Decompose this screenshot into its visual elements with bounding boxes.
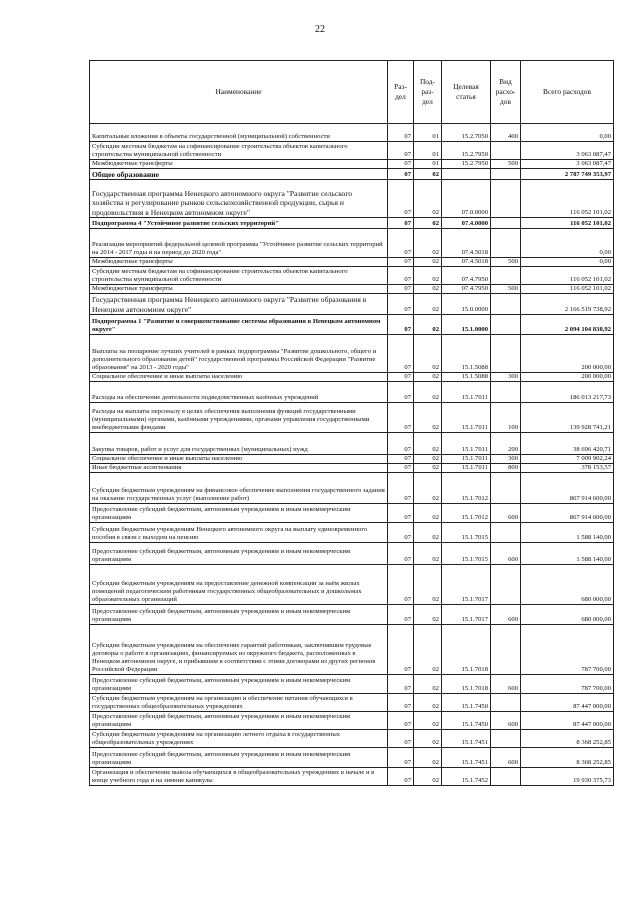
cell-kind (491, 768, 521, 786)
cell-kind: 100 (491, 403, 521, 433)
cell-amount: 2 094 104 838,92 (521, 315, 614, 335)
cell-name: Предоставление субсидий бюджетным, автономным учреждениям и иным некоммерческим организациям (90, 748, 388, 768)
header-row (90, 61, 614, 124)
cell-target: 07.4.0000 (442, 218, 491, 229)
cell-subsection: 02 (414, 294, 442, 315)
cell-section: 07 (388, 730, 414, 748)
cell-amount: 186 013 217,73 (521, 382, 614, 403)
cell-amount: 867 914 600,00 (521, 504, 614, 523)
cell-section: 07 (388, 455, 414, 464)
cell-kind: 600 (491, 675, 521, 694)
cell-subsection: 02 (414, 768, 442, 786)
cell-section: 07 (388, 142, 414, 160)
cell-subsection: 02 (414, 382, 442, 403)
cell-section: 07 (388, 712, 414, 730)
cell-target: 15.0.0000 (442, 294, 491, 315)
cell-target: 15.1.7011 (442, 433, 491, 455)
table-row (90, 473, 614, 504)
table-row (90, 160, 614, 169)
cell-target: 15.1.7011 (442, 382, 491, 403)
cell-amount: 8 368 252,85 (521, 730, 614, 748)
cell-kind (491, 294, 521, 315)
cell-amount: 0,00 (521, 124, 614, 142)
cell-target: 15.1.0000 (442, 315, 491, 335)
cell-subsection: 02 (414, 464, 442, 473)
cell-name: Подпрограмма 4 "Устойчивое развитие сельских территорий" (90, 218, 388, 229)
cell-name: Предоставление субсидий бюджетным, автономным учреждениям и иным некоммерческим организациям (90, 504, 388, 523)
cell-kind (491, 267, 521, 285)
cell-amount: 139 928 741,21 (521, 403, 614, 433)
cell-section: 07 (388, 433, 414, 455)
cell-subsection: 02 (414, 433, 442, 455)
cell-kind (491, 694, 521, 712)
table-row (90, 218, 614, 229)
cell-target (442, 169, 491, 180)
header-kind (491, 61, 521, 124)
cell-target: 07.4.5018 (442, 229, 491, 258)
cell-subsection: 02 (414, 258, 442, 267)
cell-section: 07 (388, 267, 414, 285)
cell-subsection: 02 (414, 473, 442, 504)
cell-target: 07.4.7950 (442, 285, 491, 294)
cell-amount: 200 000,00 (521, 335, 614, 373)
header-section-text: Раз- дел (394, 82, 407, 101)
cell-target: 15.1.7012 (442, 504, 491, 523)
cell-name: Иные бюджетные ассигнования (90, 464, 388, 473)
cell-name: Предоставление субсидий бюджетным, автономным учреждениям и иным некоммерческим организациям (90, 712, 388, 730)
cell-subsection: 01 (414, 142, 442, 160)
cell-subsection: 02 (414, 315, 442, 335)
cell-target: 15.1.7450 (442, 712, 491, 730)
cell-target: 15.1.7015 (442, 543, 491, 565)
table-row (90, 605, 614, 625)
cell-target: 15.1.7017 (442, 605, 491, 625)
cell-name: Предоставление субсидий бюджетным, автономным учреждениям и иным некоммерческим организациям (90, 605, 388, 625)
cell-section: 07 (388, 160, 414, 169)
cell-section: 07 (388, 473, 414, 504)
cell-section: 07 (388, 335, 414, 373)
cell-amount: 7 009 902,24 (521, 455, 614, 464)
table-row (90, 382, 614, 403)
header-section (388, 61, 414, 124)
table-row (90, 142, 614, 160)
cell-kind: 400 (491, 124, 521, 142)
cell-subsection: 02 (414, 218, 442, 229)
page-number: 22 (315, 24, 325, 35)
cell-kind: 300 (491, 373, 521, 382)
cell-subsection: 02 (414, 625, 442, 675)
cell-section: 07 (388, 382, 414, 403)
table-row (90, 335, 614, 373)
cell-kind: 800 (491, 464, 521, 473)
cell-amount: 680 000,00 (521, 605, 614, 625)
cell-kind: 200 (491, 433, 521, 455)
cell-target: 07.4.5018 (442, 258, 491, 267)
cell-section: 07 (388, 258, 414, 267)
cell-kind (491, 218, 521, 229)
cell-subsection: 02 (414, 180, 442, 218)
cell-subsection: 02 (414, 504, 442, 523)
cell-amount: 87 447 000,00 (521, 712, 614, 730)
cell-subsection: 02 (414, 748, 442, 768)
header-name: Наименование (90, 61, 388, 124)
cell-kind (491, 523, 521, 543)
cell-amount: 680 000,00 (521, 565, 614, 605)
cell-section: 07 (388, 124, 414, 142)
cell-amount: 200 000,00 (521, 373, 614, 382)
cell-section: 07 (388, 373, 414, 382)
cell-name: Межбюджетные трансферты (90, 160, 388, 169)
cell-target: 15.1.7450 (442, 694, 491, 712)
table-row (90, 523, 614, 543)
cell-amount: 378 153,57 (521, 464, 614, 473)
cell-section: 07 (388, 748, 414, 768)
cell-name: Субсидии бюджетным учреждениям на предоставление денежной компенсации за наём жилых помещений педагогическим работникам государственных общеобразовательных и дошкольных образовательных организаций (90, 565, 388, 605)
cell-section: 07 (388, 218, 414, 229)
cell-amount: 3 063 087,47 (521, 160, 614, 169)
table-row (90, 625, 614, 675)
cell-target: 15.1.5088 (442, 335, 491, 373)
cell-target: 15.1.7018 (442, 675, 491, 694)
cell-name: Расходы на выплаты персоналу в целях обеспечения выполнения функций государственными (муниципальными) органами, казёнными учреждениями, органами управления государственными внебюджетными фондами (90, 403, 388, 433)
cell-name: Межбюджетные трансферты (90, 258, 388, 267)
cell-kind: 300 (491, 455, 521, 464)
cell-kind (491, 180, 521, 218)
cell-target: 15.1.7017 (442, 565, 491, 605)
cell-name: Капитальные вложения в объекты государственной (муниципальной) собственности (90, 124, 388, 142)
cell-name: Социальное обеспечение и иные выплаты населению (90, 373, 388, 382)
cell-subsection: 02 (414, 169, 442, 180)
cell-section: 07 (388, 315, 414, 335)
table-row (90, 694, 614, 712)
header-subsection-text: Под- раз- дел (419, 77, 436, 106)
cell-kind (491, 229, 521, 258)
cell-amount: 787 700,00 (521, 675, 614, 694)
cell-section: 07 (388, 565, 414, 605)
table-row (90, 169, 614, 180)
budget-table (89, 60, 614, 786)
cell-section: 07 (388, 294, 414, 315)
cell-subsection: 02 (414, 455, 442, 464)
cell-section: 07 (388, 675, 414, 694)
cell-name: Государственная программа Ненецкого автономного округа "Развитие образования в Ненецком автономном округе" (90, 294, 388, 315)
table-row (90, 229, 614, 258)
cell-name: Социальное обеспечение и иные выплаты населению (90, 455, 388, 464)
cell-section: 07 (388, 464, 414, 473)
table-row (90, 373, 614, 382)
cell-amount: 116 052 101,02 (521, 267, 614, 285)
cell-subsection: 02 (414, 675, 442, 694)
table-body (90, 124, 614, 786)
cell-name: Общее образование (90, 169, 388, 180)
cell-kind (491, 169, 521, 180)
cell-kind: 500 (491, 160, 521, 169)
cell-section: 07 (388, 403, 414, 433)
cell-kind: 600 (491, 504, 521, 523)
header-target-text: Целевая статья (453, 82, 479, 101)
cell-amount: 1 588 140,00 (521, 543, 614, 565)
table-row (90, 315, 614, 335)
cell-name: Субсидии бюджетным учреждениям на обеспечение гарантий работникам, заключившим трудовые договоры о работе в организациях, финансируемых из окружного бюджета, расположенных в Ненецком автономном округе, и прибывшим в соответствии с этими договорами из других регионов Российской Федерации (90, 625, 388, 675)
cell-name: Субсидии бюджетным учреждениям на организацию летнего отдыха в государственных общеобразовательных учреждениях (90, 730, 388, 748)
cell-section: 07 (388, 180, 414, 218)
cell-name: Подпрограмма 1 "Развитие и совершенствование системы образования в Ненецком автономном округе" (90, 315, 388, 335)
cell-name: Государственная программа Ненецкого автономного округа "Развитие сельского хозяйства и регулирование рынков сельскохозяйственной продукции, сырья и продовольствия в Ненецком автономном округе" (90, 180, 388, 218)
table-row (90, 180, 614, 218)
table-row (90, 403, 614, 433)
cell-target: 15.2.7950 (442, 160, 491, 169)
cell-name: Субсидии бюджетным учреждениям на организацию и обеспечение питания обучающихся в государственных общеобразовательных учреждениях (90, 694, 388, 712)
cell-subsection: 02 (414, 712, 442, 730)
table-row (90, 675, 614, 694)
cell-kind (491, 382, 521, 403)
cell-kind (491, 473, 521, 504)
cell-subsection: 01 (414, 160, 442, 169)
cell-amount: 2 166 519 738,92 (521, 294, 614, 315)
cell-kind: 600 (491, 748, 521, 768)
cell-amount: 8 368 252,85 (521, 748, 614, 768)
table-row (90, 294, 614, 315)
cell-subsection: 02 (414, 543, 442, 565)
cell-target: 15.1.7018 (442, 625, 491, 675)
cell-amount: 0,00 (521, 258, 614, 267)
cell-section: 07 (388, 768, 414, 786)
cell-target: 07.0.0000 (442, 180, 491, 218)
cell-name: Предоставление субсидий бюджетным, автономным учреждениям и иным некоммерческим организациям (90, 543, 388, 565)
cell-section: 07 (388, 504, 414, 523)
cell-kind (491, 625, 521, 675)
cell-section: 07 (388, 605, 414, 625)
cell-name: Субсидии местным бюджетам на софинансирование строительства объектов капитального строительства муниципальной собственности (90, 267, 388, 285)
table-row (90, 464, 614, 473)
cell-kind (491, 565, 521, 605)
cell-amount: 0,00 (521, 229, 614, 258)
cell-section: 07 (388, 694, 414, 712)
table-row (90, 258, 614, 267)
table-row (90, 748, 614, 768)
table-row (90, 565, 614, 605)
cell-kind: 600 (491, 712, 521, 730)
cell-amount: 787 700,00 (521, 625, 614, 675)
cell-target: 15.1.7451 (442, 748, 491, 768)
header-kind-text: Вид расхо- дов (495, 77, 516, 106)
cell-kind (491, 335, 521, 373)
cell-amount: 1 588 140,00 (521, 523, 614, 543)
cell-kind (491, 142, 521, 160)
table-row (90, 267, 614, 285)
cell-section: 07 (388, 169, 414, 180)
cell-amount: 19 930 375,73 (521, 768, 614, 786)
table-row (90, 455, 614, 464)
cell-target: 15.1.7012 (442, 473, 491, 504)
cell-name: Выплаты на поощрение лучших учителей в рамках подпрограммы "Развитие дошкольного, общего и дополнительного образования детей" государственной программы Российской Федерации "Развитие образования" на 2013 - 2020 годы" (90, 335, 388, 373)
cell-kind (491, 730, 521, 748)
cell-target: 15.1.7015 (442, 523, 491, 543)
cell-name: Субсидии бюджетным учреждениям на финансовое обеспечение выполнения государственного задания на оказание государственных услуг (выполнение работ) (90, 473, 388, 504)
cell-target: 15.1.7011 (442, 455, 491, 464)
cell-subsection: 02 (414, 523, 442, 543)
cell-name: Субсидии местным бюджетам на софинансирование строительства объектов капитального строительства муниципальной собственности (90, 142, 388, 160)
table-row (90, 730, 614, 748)
table-row (90, 768, 614, 786)
cell-subsection: 02 (414, 285, 442, 294)
cell-kind: 500 (491, 285, 521, 294)
header-target (442, 61, 491, 124)
cell-name: Межбюджетные трансферты (90, 285, 388, 294)
cell-target: 15.2.7050 (442, 124, 491, 142)
cell-target: 15.2.7950 (442, 142, 491, 160)
cell-section: 07 (388, 625, 414, 675)
table-row (90, 285, 614, 294)
cell-subsection: 02 (414, 565, 442, 605)
cell-subsection: 01 (414, 124, 442, 142)
cell-amount: 38 696 420,71 (521, 433, 614, 455)
cell-subsection: 02 (414, 373, 442, 382)
cell-subsection: 02 (414, 267, 442, 285)
cell-subsection: 02 (414, 229, 442, 258)
cell-section: 07 (388, 285, 414, 294)
cell-section: 07 (388, 543, 414, 565)
cell-kind: 600 (491, 543, 521, 565)
table-row (90, 543, 614, 565)
cell-amount: 867 914 600,00 (521, 473, 614, 504)
cell-target: 15.1.7451 (442, 730, 491, 748)
cell-name: Реализация мероприятий федеральной целевой программы "Устойчивое развитие сельских территорий на 2014 - 2017 годы и на период до 2020 года" (90, 229, 388, 258)
cell-name: Закупка товаров, работ и услуг для государственных (муниципальных) нужд (90, 433, 388, 455)
cell-target: 15.1.7011 (442, 464, 491, 473)
cell-amount: 87 447 000,00 (521, 694, 614, 712)
cell-amount: 3 063 087,47 (521, 142, 614, 160)
cell-section: 07 (388, 229, 414, 258)
cell-kind: 600 (491, 605, 521, 625)
cell-target: 15.1.7011 (442, 403, 491, 433)
header-total: Всего расходов (521, 61, 614, 124)
cell-target: 07.4.7950 (442, 267, 491, 285)
cell-amount: 116 052 101,02 (521, 180, 614, 218)
cell-subsection: 02 (414, 730, 442, 748)
cell-name: Субсидии бюджетным учреждениям Ненецкого автономного округа на выплату единовременного пособия в связи с выходом на пенсию (90, 523, 388, 543)
cell-name: Расходы на обеспечение деятельности подведомственных казённых учреждений (90, 382, 388, 403)
cell-kind (491, 315, 521, 335)
cell-target: 15.1.7452 (442, 768, 491, 786)
cell-amount: 2 787 749 353,97 (521, 169, 614, 180)
cell-amount: 116 052 101,02 (521, 218, 614, 229)
cell-kind: 500 (491, 258, 521, 267)
cell-subsection: 02 (414, 694, 442, 712)
cell-target: 15.1.5088 (442, 373, 491, 382)
cell-subsection: 02 (414, 605, 442, 625)
table-row (90, 433, 614, 455)
table-row (90, 504, 614, 523)
header-subsection (414, 61, 442, 124)
cell-subsection: 02 (414, 335, 442, 373)
cell-subsection: 02 (414, 403, 442, 433)
cell-section: 07 (388, 523, 414, 543)
cell-amount: 116 052 101,02 (521, 285, 614, 294)
table-row (90, 124, 614, 142)
cell-name: Организация и обеспечение вывоза обучающихся в общеобразовательных учреждениях в начале и в конце учебного года и на зимние каникулы (90, 768, 388, 786)
table-row (90, 712, 614, 730)
cell-name: Предоставление субсидий бюджетным, автономным учреждениям и иным некоммерческим организациям (90, 675, 388, 694)
